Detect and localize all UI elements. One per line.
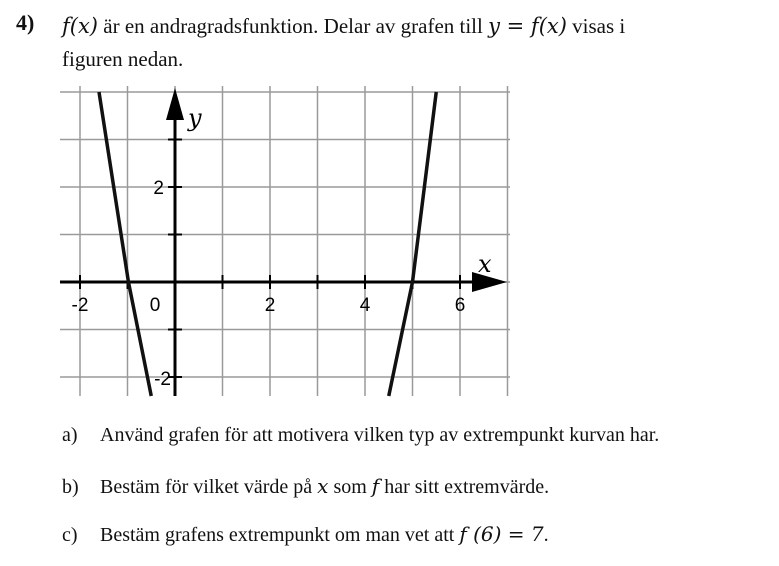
intro-text-3: figuren nedan. <box>62 47 184 71</box>
question-b-text-2: som <box>333 476 367 498</box>
curve <box>99 92 436 396</box>
curve-branch <box>99 92 151 396</box>
question-b-text-3: har sitt extremvärde. <box>384 476 550 498</box>
x-tick-label: 2 <box>264 295 276 316</box>
x-tick-label: 6 <box>454 295 466 316</box>
question-c-text-2: . <box>543 524 549 546</box>
y-tick-label: 2 <box>153 178 164 199</box>
question-c <box>62 522 549 547</box>
x-axis-label: x <box>478 250 492 278</box>
fx-expression: f(x) <box>62 14 99 38</box>
question-b-label: b) <box>62 476 79 498</box>
problem-number: 4) <box>16 10 35 35</box>
y-axis-label: y <box>188 104 202 132</box>
question-b <box>62 474 549 499</box>
question-c-label: c) <box>62 524 78 546</box>
question-c-text-1: Bestäm grafens extrempunkt om man vet att <box>100 524 455 546</box>
question-c-condition: f (6) = 7 <box>459 522 544 546</box>
question-b-text-1: Bestäm för vilket värde på <box>100 476 313 498</box>
question-a-text: Använd grafen för att motivera vilken typ av extrempunkt kurvan har. <box>100 424 660 446</box>
question-a-label: a) <box>62 424 78 446</box>
x-tick-label: -2 <box>71 295 89 316</box>
x-tick-label: 4 <box>359 295 371 316</box>
grid <box>60 86 510 396</box>
question-b-fvar: f <box>371 474 380 498</box>
y-axis-arrow <box>166 88 184 120</box>
question-b-var: x <box>317 474 329 498</box>
question-a <box>62 424 659 447</box>
x-tick-label: 0 <box>149 295 161 316</box>
y-tick-label: -2 <box>154 369 171 390</box>
intro-text-1: är en andragradsfunktion. Delar av grafen till <box>103 14 483 38</box>
y-eq-expression: y = f(x) <box>488 14 567 38</box>
intro-text-2: visas i <box>572 14 626 38</box>
